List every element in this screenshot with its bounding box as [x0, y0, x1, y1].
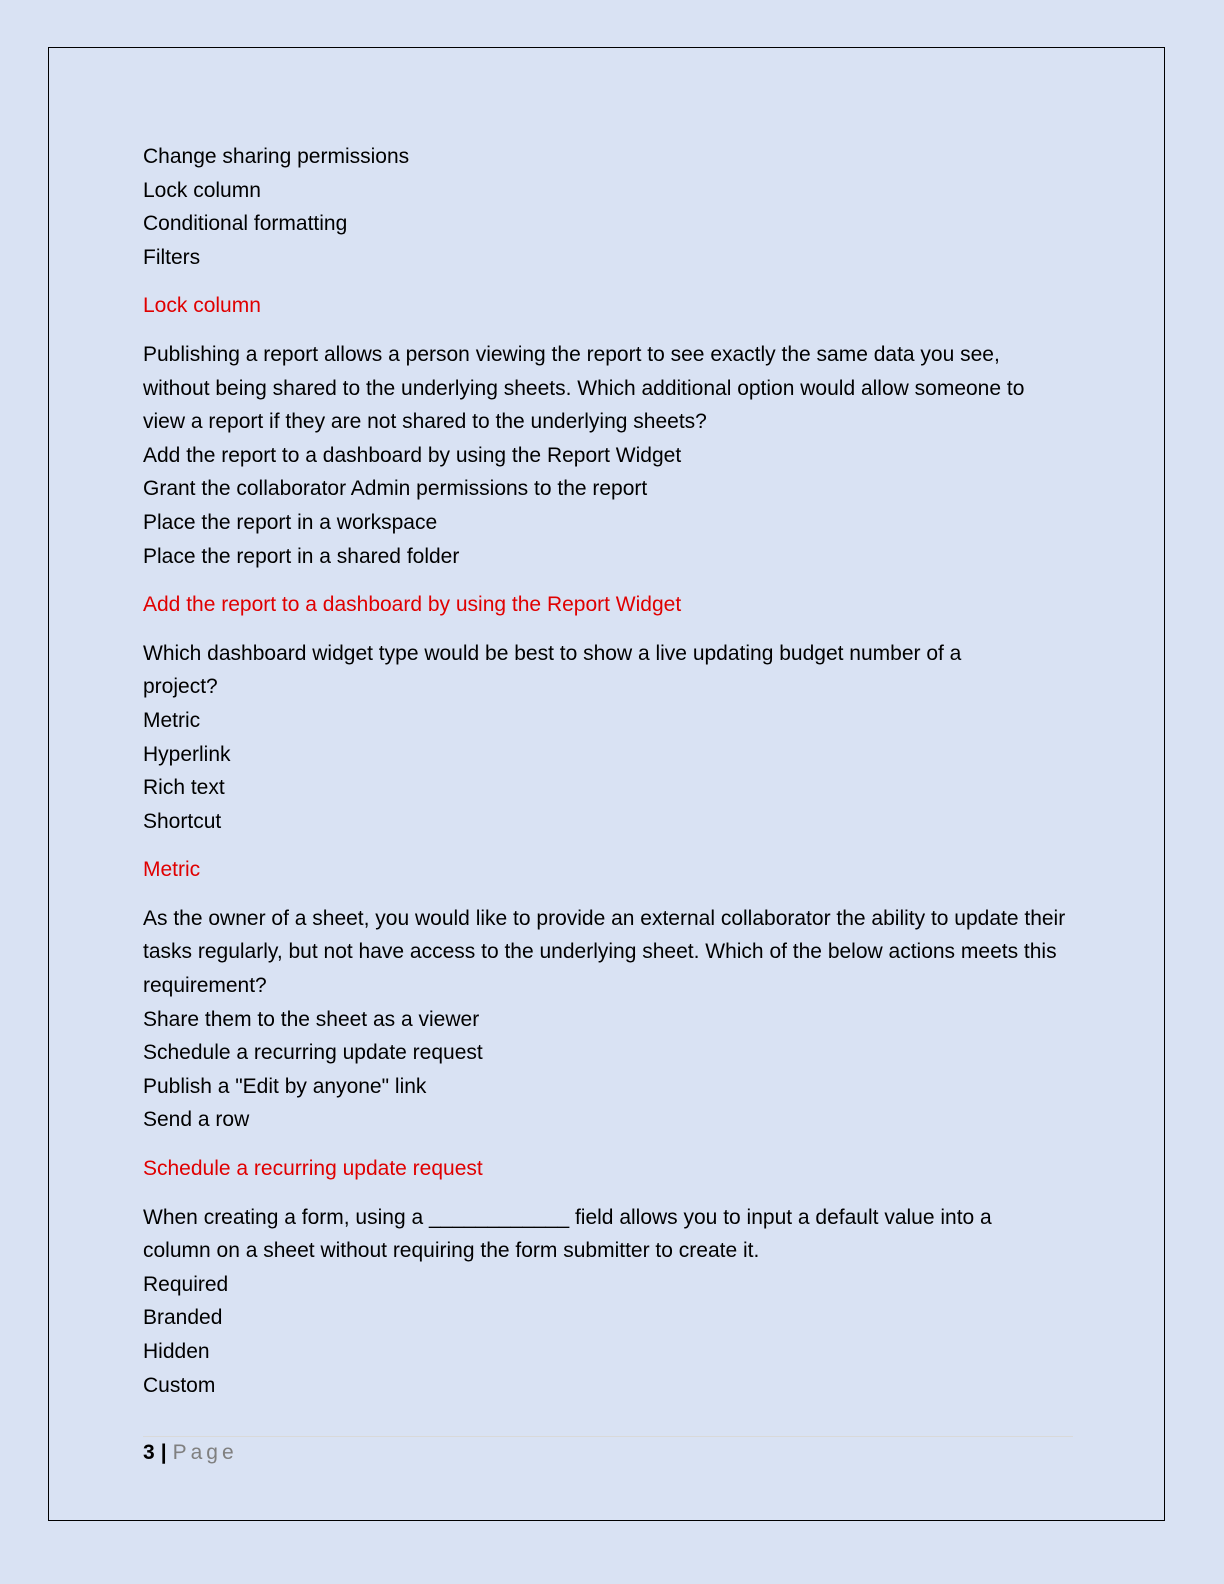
- answer: Schedule a recurring update request: [143, 1157, 483, 1181]
- option: Branded: [143, 1306, 223, 1330]
- question-block-3: [143, 637, 1083, 887]
- option: Send a row: [143, 1108, 250, 1132]
- option: Custom: [143, 1373, 216, 1397]
- option: Place the report in a workspace: [143, 510, 438, 534]
- question-block-4: [143, 902, 1083, 1186]
- option: Publish a "Edit by anyone" link: [143, 1074, 427, 1098]
- option: Share them to the sheet as a viewer: [143, 1007, 480, 1031]
- page-footer: [143, 1438, 238, 1468]
- answer: Add the report to a dashboard by using the Report Widget: [143, 593, 682, 617]
- option: Conditional formatting: [143, 212, 348, 236]
- question-text: Publishing a report allows a person viewing the report to see exactly the same data you see, without being shared to the underlying sheets. Which additional option would allow someone to view a report if they are not shared to the underlying sheets?: [143, 342, 1025, 434]
- page-number: 3: [143, 1441, 155, 1464]
- footer-divider: [143, 1436, 1073, 1437]
- option: Change sharing permissions: [143, 145, 410, 168]
- option: Required: [143, 1272, 229, 1296]
- option: Shortcut: [143, 809, 222, 833]
- question-text: When creating a form, using a ____________ field allows you to input a default value into a column on a sheet without requiring the form submitter to create it.: [143, 1205, 992, 1263]
- question-block-5: [143, 1201, 1083, 1403]
- option: Schedule a recurring update request: [143, 1041, 483, 1065]
- option: Grant the collaborator Admin permissions to the report: [143, 477, 648, 501]
- option: Place the report in a shared folder: [143, 544, 460, 568]
- option: Add the report to a dashboard by using the Report Widget: [143, 443, 682, 467]
- option: Lock column: [143, 178, 261, 202]
- page-label: Page: [172, 1441, 238, 1464]
- answer: Lock column: [143, 294, 261, 318]
- question-text: As the owner of a sheet, you would like to provide an external collaborator the ability to update their tasks regularly, but not have access to the underlying sheet. Which of the below actions meets this requirement?: [143, 906, 1066, 998]
- option: Hyperlink: [143, 742, 231, 766]
- footer-separator: |: [160, 1441, 167, 1464]
- option: Hidden: [143, 1340, 210, 1363]
- answer: Metric: [143, 858, 201, 882]
- question-text: Which dashboard widget type would be best to show a live updating budget number of a project?: [143, 641, 962, 699]
- option: Metric: [143, 708, 201, 732]
- question-block-1: [143, 140, 1083, 323]
- question-block-2: [143, 338, 1083, 622]
- option: Rich text: [143, 776, 225, 800]
- option: Filters: [143, 245, 201, 269]
- document-body: [143, 140, 1083, 1402]
